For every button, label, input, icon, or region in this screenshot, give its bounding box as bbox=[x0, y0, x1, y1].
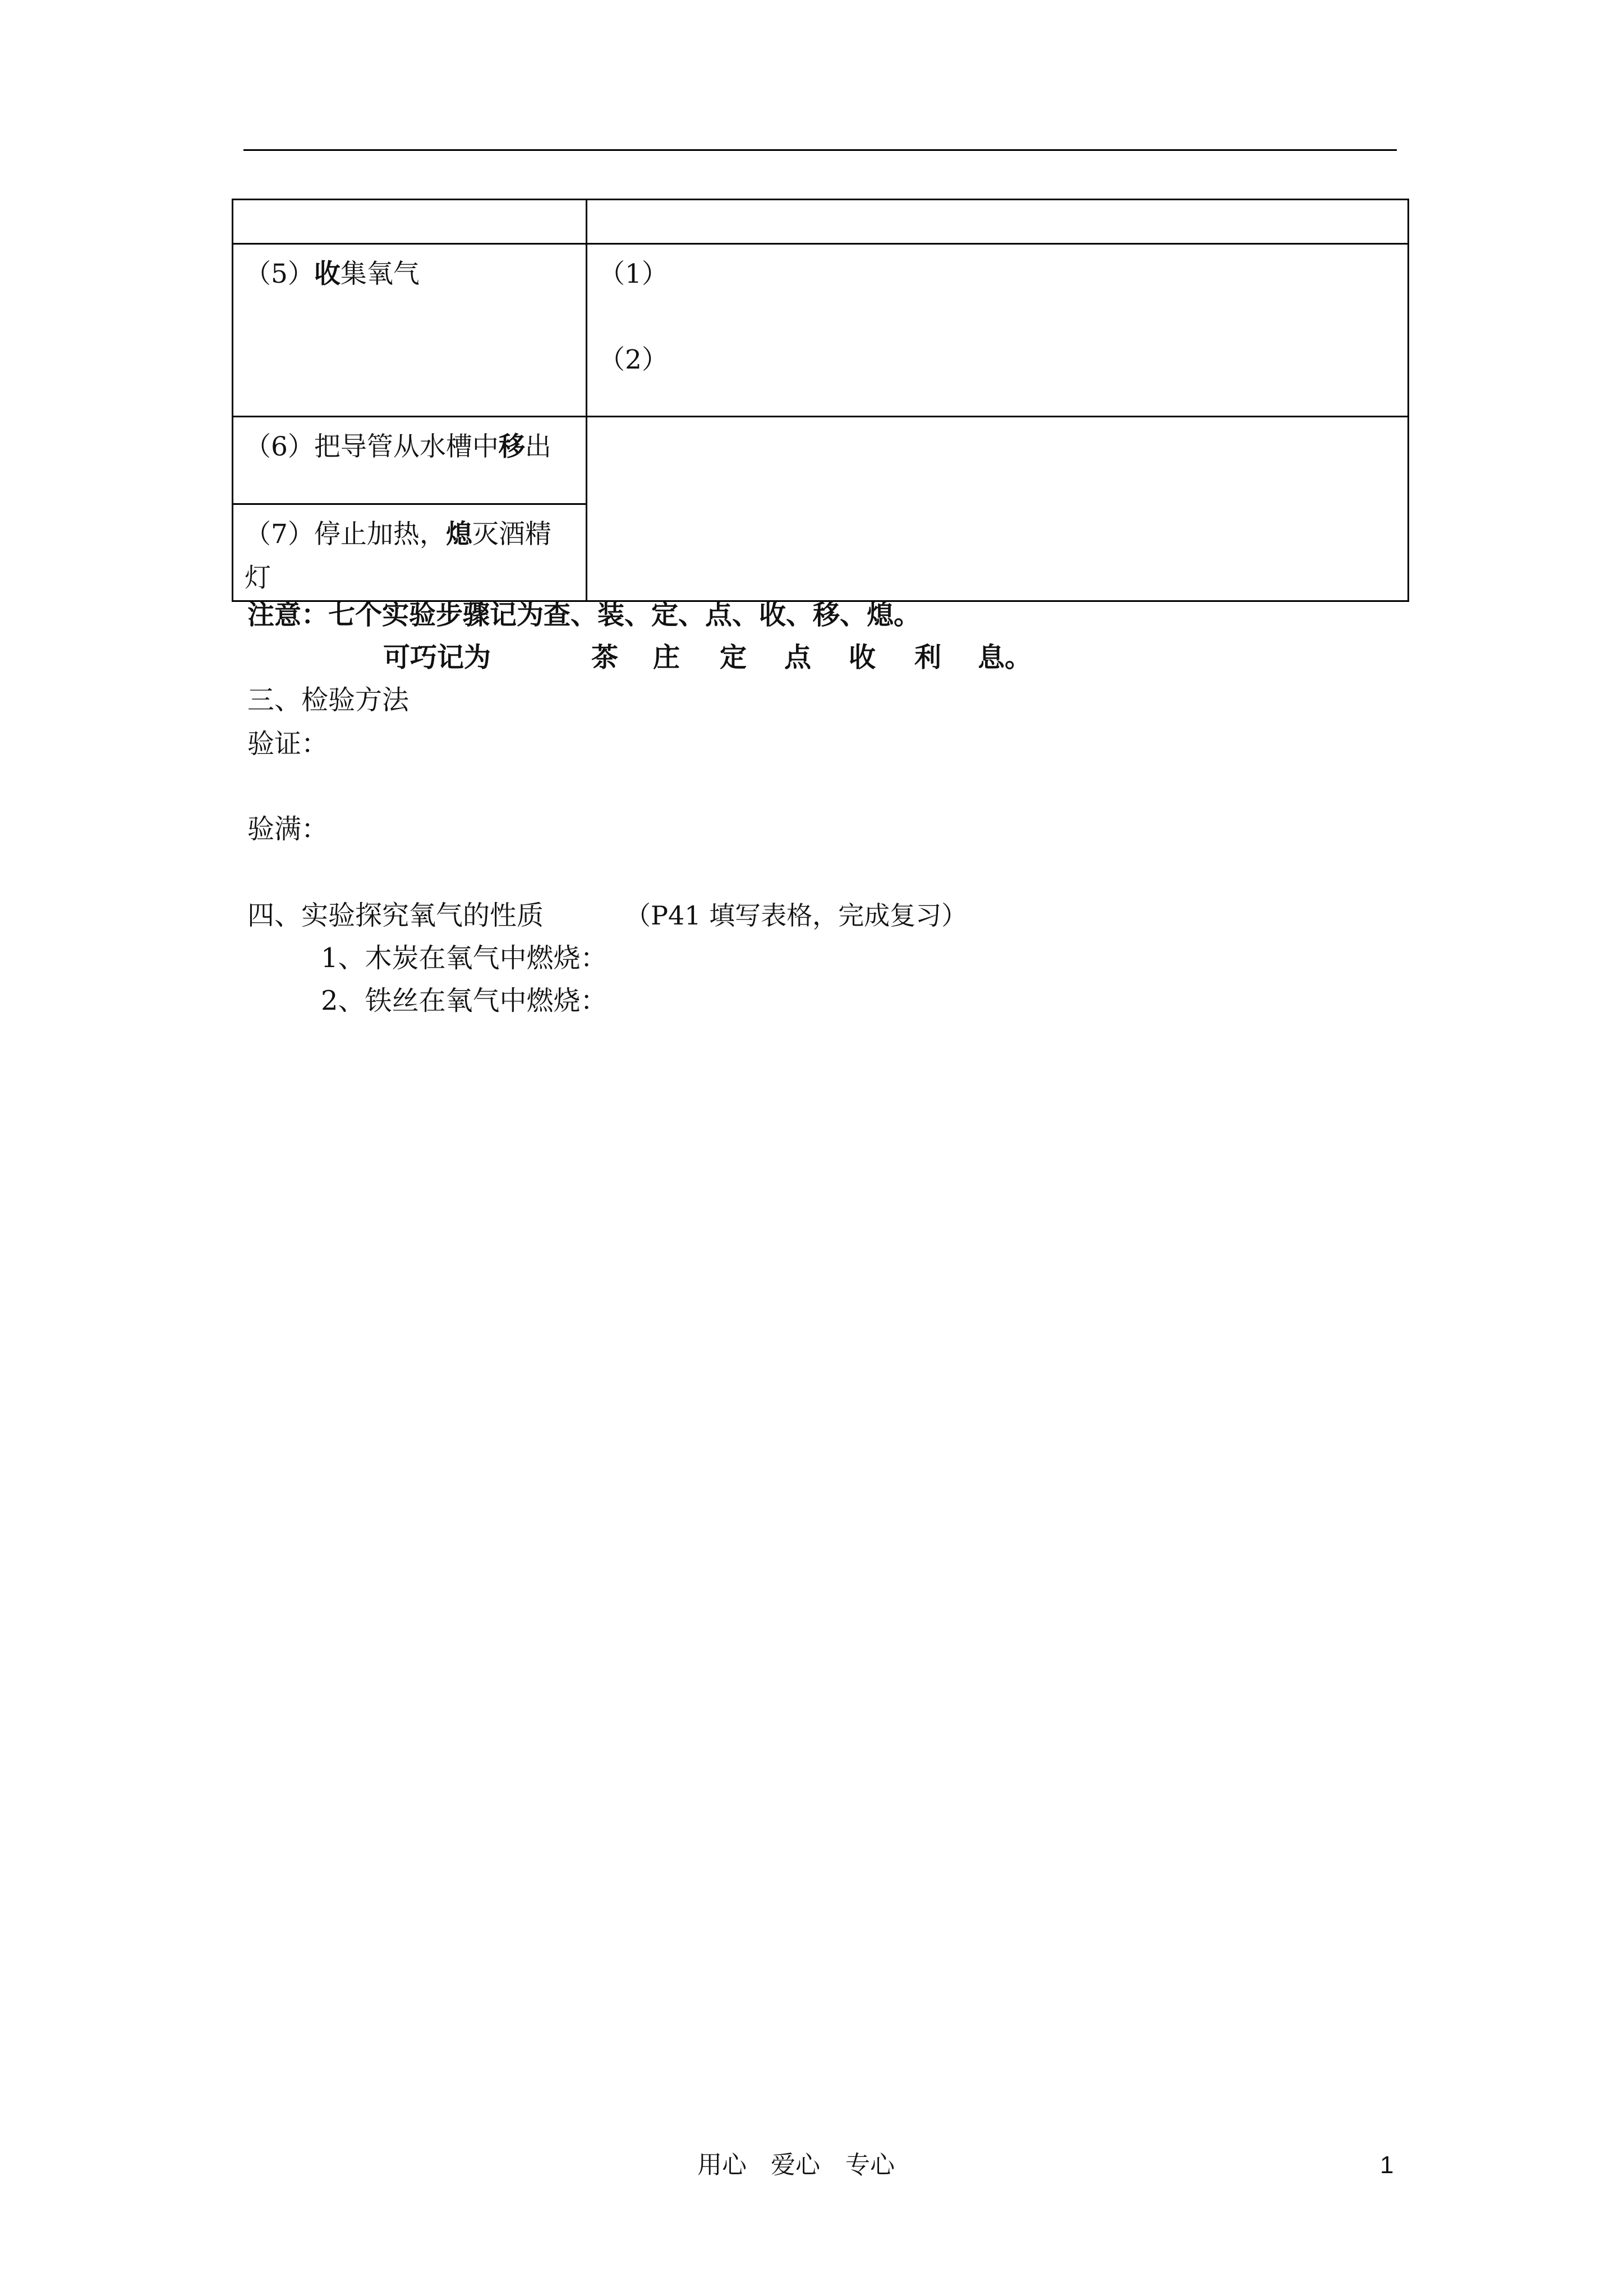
mnemonic-label: 可巧记为 bbox=[383, 642, 491, 673]
table-row-step6 bbox=[233, 417, 1409, 504]
step6-prefix: （6）把导管从水槽中 bbox=[245, 431, 499, 462]
step6-cell bbox=[233, 417, 587, 504]
step7-cell bbox=[233, 504, 587, 601]
table-header-cell-2 bbox=[587, 200, 1409, 244]
section3-verify: 验证： bbox=[247, 728, 329, 760]
step5-prefix: （5） bbox=[245, 259, 314, 289]
footer-motto-1: 用心 bbox=[697, 2151, 747, 2179]
section4-title: 四、实验探究氧气的性质 bbox=[247, 900, 544, 931]
section4-item1: 1、木炭在氧气中燃烧： bbox=[321, 942, 608, 974]
step5-sub2: （2） bbox=[599, 344, 668, 375]
mnemonic-char-3: 定 bbox=[720, 642, 747, 673]
step5-sub1: （1） bbox=[599, 259, 668, 289]
header-rule bbox=[243, 149, 1397, 151]
step5-notes-cell bbox=[587, 244, 1409, 417]
step6-key-char: 移 bbox=[498, 431, 525, 462]
section4-item2: 2、铁丝在氧气中燃烧： bbox=[321, 985, 608, 1016]
step7-rest: 灭酒精灯 bbox=[245, 519, 551, 593]
step5-key-char: 收 bbox=[314, 259, 341, 289]
table-row-step5 bbox=[233, 244, 1409, 417]
table-header-cell-1 bbox=[233, 200, 587, 244]
page-number: 1 bbox=[1380, 2151, 1394, 2179]
mnemonic-char-5: 收 bbox=[849, 642, 876, 673]
experiment-steps-table bbox=[232, 199, 1409, 602]
step6-rest: 出 bbox=[525, 431, 551, 462]
mnemonic-char-2: 庄 bbox=[653, 642, 680, 673]
step7-key-char: 熄 bbox=[445, 519, 472, 550]
section4-aside: （P41 填写表格，完成复习） bbox=[625, 900, 968, 931]
footer-motto-2: 爱心 bbox=[771, 2151, 820, 2179]
footer-motto-3: 专心 bbox=[845, 2151, 895, 2179]
mnemonic-char-4: 点 bbox=[784, 642, 812, 673]
table-header-row bbox=[233, 200, 1409, 244]
step6-7-notes-cell bbox=[587, 417, 1409, 601]
step7-prefix: （7）停止加热， bbox=[245, 519, 446, 550]
section3-title: 三、检验方法 bbox=[247, 684, 410, 716]
mnemonic-char-7: 息。 bbox=[978, 642, 1032, 673]
mnemonic-char-1: 茶 bbox=[591, 642, 619, 673]
note-line: 注意：七个实验步骤记为查、装、定、点、收、移、熄。 bbox=[247, 599, 921, 631]
section3-full: 验满： bbox=[247, 813, 329, 845]
mnemonic-char-6: 利 bbox=[914, 642, 942, 673]
step5-cell bbox=[233, 244, 587, 417]
step5-rest: 集氧气 bbox=[340, 259, 420, 289]
